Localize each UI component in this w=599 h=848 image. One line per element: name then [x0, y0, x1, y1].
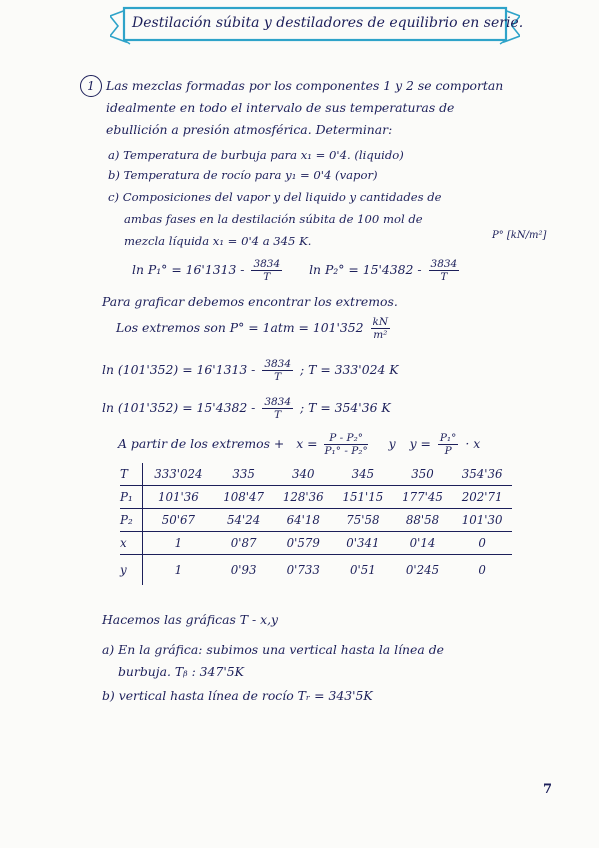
table-cell: 101'30	[452, 509, 512, 532]
table-cell: 0'245	[405, 563, 440, 577]
y-formula-den: P	[444, 445, 452, 457]
table-cell: 1	[174, 563, 183, 577]
y-formula-num: P₁°	[439, 432, 457, 444]
eq1-prefix: ln P₁° = 16'1313 -	[132, 262, 245, 277]
calc-line-2	[102, 396, 391, 421]
extremes-pressure-line	[116, 316, 393, 341]
x-formula-fraction	[324, 432, 367, 457]
table-row	[120, 509, 512, 532]
row-label: P₁	[120, 486, 143, 509]
x-formula-num: P - P₂°	[324, 432, 367, 445]
table-cell: 0	[452, 532, 512, 555]
problem-number: 1	[80, 75, 102, 97]
page-number: 7	[543, 782, 553, 797]
graphs-text: Hacemos las gráficas T - x,y	[102, 612, 279, 627]
table-cell: 50'67	[143, 509, 214, 532]
units-note: P° [kN/m²]	[492, 230, 547, 241]
table-row	[120, 555, 512, 586]
table-cell: 333'024	[143, 463, 214, 486]
table-row	[120, 532, 512, 555]
table-cell: 108'47	[214, 486, 274, 509]
table-cell: 75'58	[333, 509, 393, 532]
statement-line-2: idealmente en todo el intervalo de sus temperaturas de	[106, 100, 455, 115]
answer-a-line-2: burbuja. Tᵦ : 347'5K	[118, 664, 244, 679]
calc1-prefix: ln (101'352) = 16'1313 -	[102, 362, 256, 377]
row-label: T	[120, 463, 143, 486]
answer-a-line-1: a) En la gráfica: subimos una vertical hasta la línea de	[102, 642, 444, 657]
table-cell: 0'579	[273, 532, 333, 555]
eq2-fraction	[429, 258, 460, 283]
table-cell: 151'15	[333, 486, 393, 509]
y-formula-fraction	[438, 432, 459, 457]
table-cell: 128'36	[273, 486, 333, 509]
item-c-line-3: mezcla líquida x₁ = 0'4 a 345 K.	[124, 234, 312, 248]
item-a: a) Temperatura de burbuja para x₁ = 0'4. (liquido)	[108, 148, 404, 162]
table-cell: 64'18	[273, 509, 333, 532]
eq1-numerator: 3834	[253, 258, 281, 270]
x-formula-lhs: x =	[296, 436, 318, 451]
y-formula-tail: · x	[465, 436, 481, 451]
calc1-result: ; T = 333'024 K	[300, 362, 399, 377]
answer-b: b) vertical hasta línea de rocío Tᵣ = 343'5K	[102, 688, 373, 703]
table-cell: 54'24	[214, 509, 274, 532]
table-row	[120, 463, 512, 486]
table-row	[120, 486, 512, 509]
eq1-denominator: T	[263, 271, 271, 283]
eq1-fraction	[251, 258, 282, 283]
pressure-unit-den: m²	[373, 329, 388, 341]
from-extremes-text: A partir de los extremos +	[118, 436, 285, 451]
statement-line-1: Las mezclas formadas por los componentes 1 y 2 se comportan	[106, 78, 504, 93]
eq2-prefix: ln P₂° = 15'4382 -	[309, 262, 422, 277]
table-cell: 202'71	[452, 486, 512, 509]
table-cell: 0'733	[286, 563, 320, 577]
table-cell: 0'51	[350, 563, 376, 577]
antoine-equations	[132, 258, 462, 283]
calc2-prefix: ln (101'352) = 15'4382 -	[102, 400, 256, 415]
table-cell: 88'58	[393, 509, 453, 532]
calc2-num: 3834	[264, 396, 292, 408]
table-cell: 0'341	[333, 532, 393, 555]
results-table	[120, 463, 512, 585]
calc1-num: 3834	[264, 358, 292, 370]
calc1-fraction	[262, 358, 293, 383]
calc2-den: T	[274, 409, 282, 421]
table-cell: 335	[214, 463, 274, 486]
table-cell: 354'36	[452, 463, 512, 486]
pressure-unit	[371, 316, 391, 341]
extremes-pressure-text: Los extremos son P° = 1atm = 101'352	[116, 320, 364, 335]
eq2-numerator: 3834	[430, 258, 458, 270]
eq2-denominator: T	[440, 271, 448, 283]
table-cell: 340	[273, 463, 333, 486]
pressure-unit-num: kN	[372, 316, 389, 328]
table-cell: 0	[478, 563, 486, 577]
title-banner	[110, 6, 524, 46]
row-label: y	[120, 555, 143, 586]
y-formula-lhs: y =	[409, 436, 431, 451]
calc2-fraction	[262, 396, 293, 421]
item-b: b) Temperatura de rocío para y₁ = 0'4 (vapor)	[108, 168, 378, 182]
table-cell: 0'14	[393, 532, 453, 555]
item-c-line-2: ambas fases en la destilación súbita de 100 mol de	[124, 212, 423, 226]
table-cell: 0'93	[230, 563, 257, 577]
table-cell: 0'87	[214, 532, 274, 555]
row-label: P₂	[120, 509, 143, 532]
table-cell: 177'45	[393, 486, 453, 509]
y-formula-mid: y	[388, 436, 396, 451]
item-c-line-1: c) Composiciones del vapor y del liquido y cantidades de	[108, 190, 442, 204]
page-title: Destilación súbita y destiladores de equilibrio en serie.	[132, 15, 524, 31]
row-label: x	[120, 532, 143, 555]
formula-line	[118, 432, 480, 457]
table-cell: 101'36	[143, 486, 214, 509]
calc-line-1	[102, 358, 399, 383]
table-cell: 1	[143, 532, 214, 555]
x-formula-den: P₁° - P₂°	[324, 445, 368, 457]
table-cell: 350	[393, 463, 453, 486]
calc1-den: T	[274, 371, 282, 383]
statement-line-3: ebullición a presión atmosférica. Determinar:	[106, 122, 393, 137]
calc2-result: ; T = 354'36 K	[300, 400, 391, 415]
extremes-text: Para graficar debemos encontrar los extremos.	[102, 294, 398, 309]
table-cell: 345	[333, 463, 393, 486]
